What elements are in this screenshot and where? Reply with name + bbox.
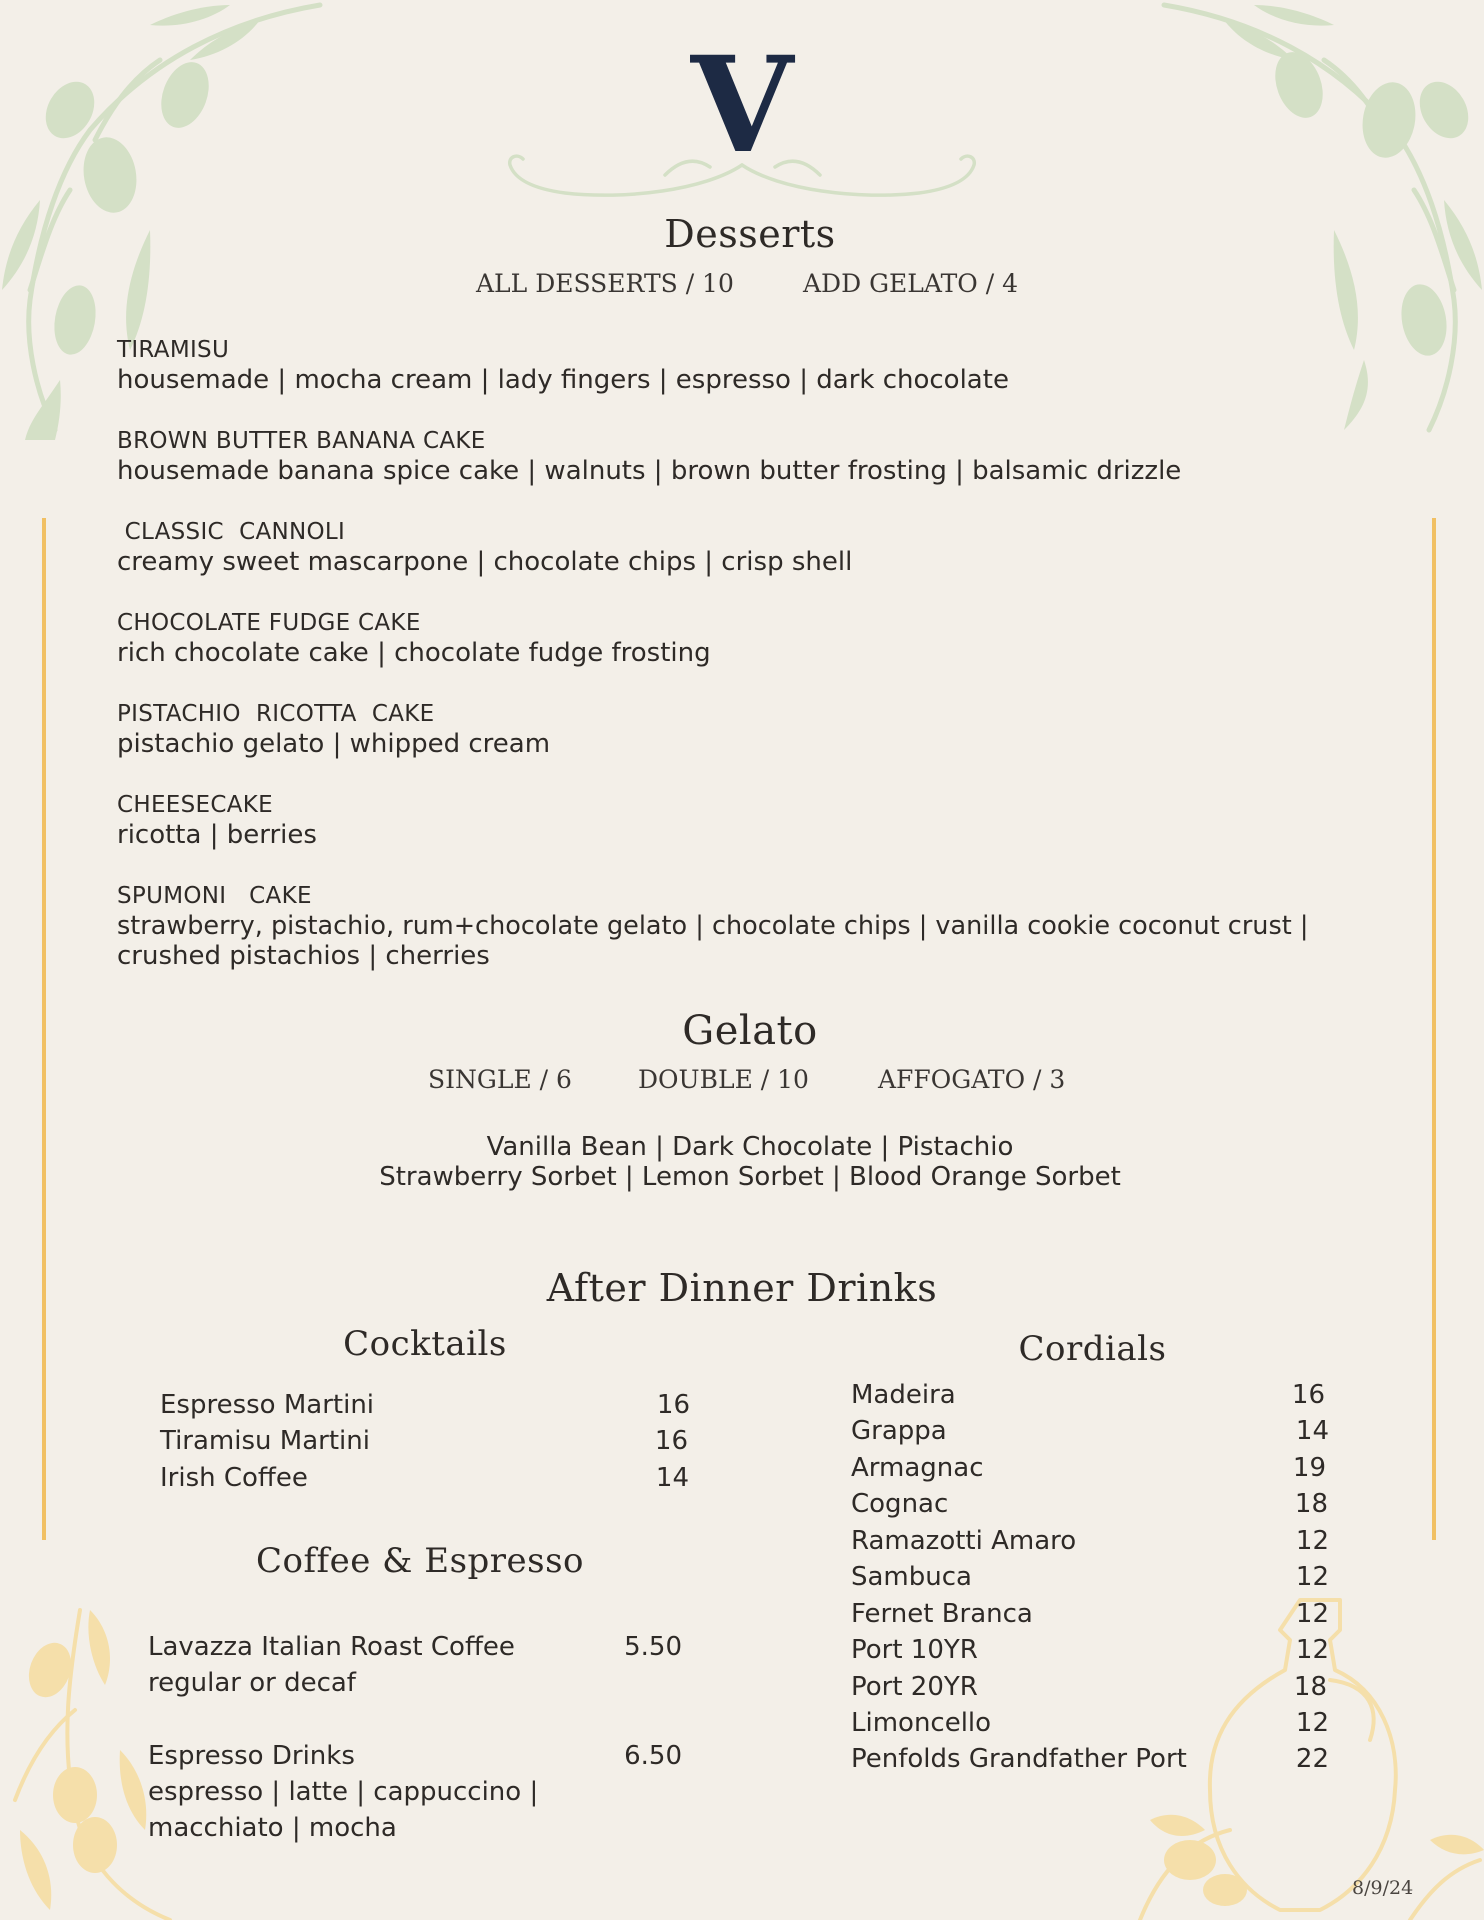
cordial-name: Cognac bbox=[851, 1489, 949, 1519]
coffee-espresso-heading: Coffee & Espresso bbox=[255, 1541, 585, 1581]
cocktails-heading: Cocktails bbox=[343, 1324, 507, 1364]
cordials-heading: Cordials bbox=[1018, 1329, 1167, 1369]
desserts-heading: Desserts bbox=[664, 212, 836, 256]
dessert-name: SPUMONI CAKE bbox=[117, 883, 312, 909]
cordial-name: Fernet Branca bbox=[851, 1599, 1033, 1629]
cocktail-name: Tiramisu Martini bbox=[160, 1426, 370, 1456]
dessert-description: ricotta | berries bbox=[117, 820, 317, 850]
cordial-price: 16 bbox=[1291, 1380, 1325, 1410]
affogato-price: AFFOGATO / 3 bbox=[878, 1065, 1066, 1094]
dessert-description: creamy sweet mascarpone | chocolate chips | crisp shell bbox=[117, 547, 853, 577]
dessert-item bbox=[117, 608, 1417, 668]
gelato-heading: Gelato bbox=[682, 1008, 818, 1054]
coffee-item-note: espresso | latte | cappuccino | bbox=[148, 1777, 539, 1807]
coffee-item-note: macchiato | mocha bbox=[148, 1813, 397, 1843]
logo-letter: V bbox=[690, 28, 794, 183]
menu-date: 8/9/24 bbox=[1352, 1877, 1414, 1899]
cordial-price: 22 bbox=[1295, 1744, 1329, 1774]
dessert-item bbox=[117, 699, 1417, 759]
cordial-price: 14 bbox=[1295, 1416, 1329, 1446]
cordial-name: Penfolds Grandfather Port bbox=[851, 1744, 1187, 1774]
gelato-flavors-line-2: Strawberry Sorbet | Lemon Sorbet | Blood Orange Sorbet bbox=[379, 1162, 1121, 1192]
dessert-name: CHEESECAKE bbox=[117, 792, 273, 818]
cordial-name: Port 20YR bbox=[851, 1672, 978, 1702]
cocktail-name: Irish Coffee bbox=[160, 1463, 308, 1493]
coffee-item-name: Lavazza Italian Roast Coffee bbox=[148, 1632, 515, 1662]
cordial-name: Limoncello bbox=[851, 1708, 992, 1738]
cocktail-price: 16 bbox=[654, 1426, 688, 1456]
cordial-name: Grappa bbox=[851, 1416, 947, 1446]
dessert-name: CHOCOLATE FUDGE CAKE bbox=[117, 610, 421, 636]
cordial-price: 12 bbox=[1295, 1526, 1329, 1556]
dessert-description: rich chocolate cake | chocolate fudge frosting bbox=[117, 638, 711, 668]
dessert-description: strawberry, pistachio, rum+chocolate gelato | chocolate chips | vanilla cookie coconut crust | bbox=[117, 911, 1309, 941]
cordial-price: 12 bbox=[1295, 1562, 1329, 1592]
dessert-item bbox=[117, 426, 1417, 486]
cordial-price: 12 bbox=[1295, 1599, 1329, 1629]
coffee-item-name: Espresso Drinks bbox=[148, 1741, 355, 1771]
cordial-price: 18 bbox=[1294, 1489, 1328, 1519]
after-dinner-drinks-heading: After Dinner Drinks bbox=[546, 1266, 938, 1310]
dessert-description: housemade | mocha cream | lady fingers | espresso | dark chocolate bbox=[117, 365, 1009, 395]
cordial-name: Ramazotti Amaro bbox=[851, 1526, 1077, 1556]
cordial-name: Sambuca bbox=[851, 1562, 972, 1592]
cordial-price: 12 bbox=[1295, 1708, 1329, 1738]
cordial-name: Armagnac bbox=[851, 1453, 984, 1483]
coffee-item-price: 5.50 bbox=[624, 1632, 682, 1662]
cordial-price: 18 bbox=[1293, 1672, 1327, 1702]
cordial-price: 19 bbox=[1292, 1453, 1326, 1483]
dessert-description-continued: crushed pistachios | cherries bbox=[117, 941, 490, 971]
dessert-item bbox=[117, 790, 1417, 850]
all-desserts-price: ALL DESSERTS / 10 bbox=[476, 269, 734, 298]
gelato-double-price: DOUBLE / 10 bbox=[638, 1065, 809, 1094]
dessert-name: CLASSIC CANNOLI bbox=[117, 519, 346, 545]
dessert-name: TIRAMISU bbox=[117, 337, 230, 363]
dessert-name: BROWN BUTTER BANANA CAKE bbox=[117, 428, 486, 454]
dessert-item bbox=[117, 517, 1417, 577]
gelato-flavors-line-1: Vanilla Bean | Dark Chocolate | Pistachio bbox=[486, 1132, 1014, 1162]
cocktail-price: 16 bbox=[656, 1390, 690, 1420]
cordial-price: 12 bbox=[1295, 1635, 1329, 1665]
dessert-description: pistachio gelato | whipped cream bbox=[117, 729, 551, 759]
coffee-item-price: 6.50 bbox=[624, 1741, 682, 1771]
dessert-description: housemade banana spice cake | walnuts | brown butter frosting | balsamic drizzle bbox=[117, 456, 1182, 486]
gelato-single-price: SINGLE / 6 bbox=[428, 1065, 572, 1094]
cordial-name: Port 10YR bbox=[851, 1635, 978, 1665]
cordial-name: Madeira bbox=[851, 1380, 956, 1410]
add-gelato-price: ADD GELATO / 4 bbox=[803, 269, 1018, 298]
logo-flourish-ornament bbox=[505, 145, 980, 205]
dessert-item bbox=[117, 335, 1417, 395]
dessert-name: PISTACHIO RICOTTA CAKE bbox=[117, 701, 435, 727]
coffee-item-note: regular or decaf bbox=[148, 1668, 356, 1698]
cocktail-price: 14 bbox=[655, 1463, 689, 1493]
cocktail-name: Espresso Martini bbox=[160, 1390, 375, 1420]
dessert-item bbox=[117, 881, 1437, 971]
